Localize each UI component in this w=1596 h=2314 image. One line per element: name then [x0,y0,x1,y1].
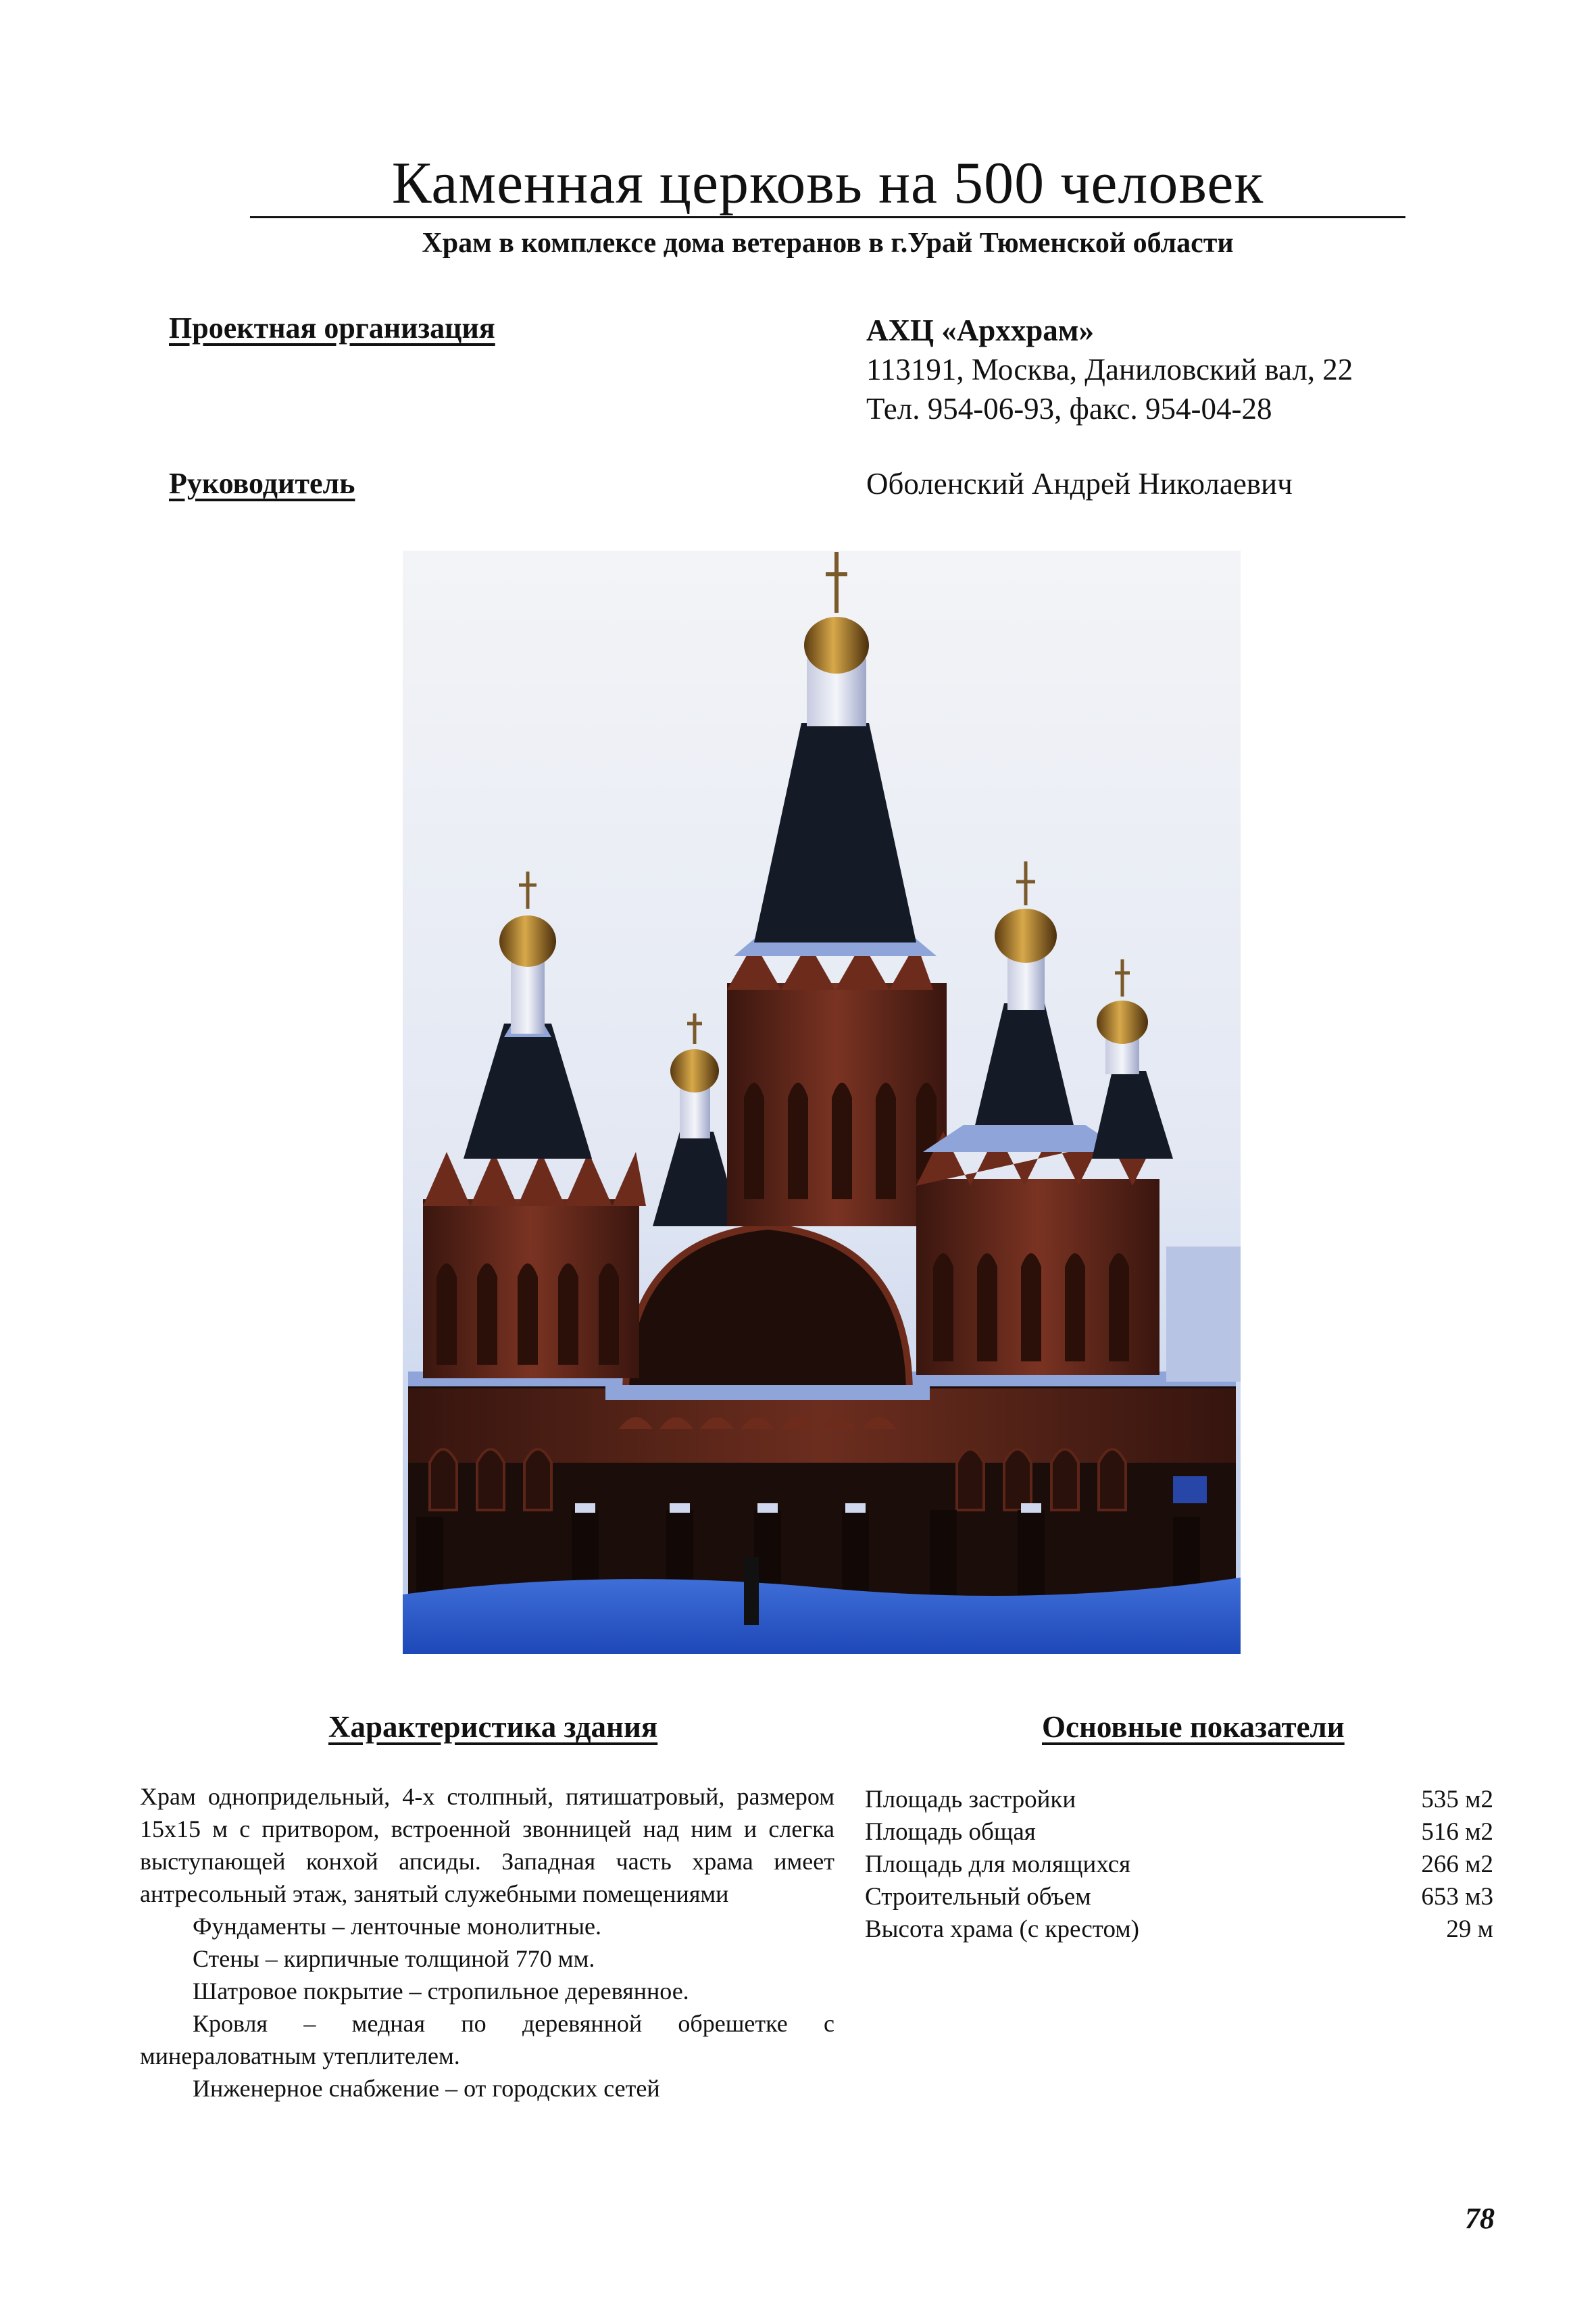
characteristics-paragraph: Кровля – медная по деревянной обрешетке с минераловатным утеплителем. [140,2010,834,2069]
characteristics-paragraph: Стены – кирпичные толщиной 770 мм. [193,1945,595,1972]
indicator-row [865,1784,1493,1816]
characteristics-text [140,1780,834,2105]
project-org-label: Проектная организация [169,311,495,345]
characteristics-title: Характеристика здания [328,1710,658,1744]
indicator-label: Площадь общая [865,1818,1036,1846]
indicator-row [865,1816,1493,1848]
indicator-value: 266 м2 [1421,1851,1493,1878]
characteristics-paragraph: Инженерное снабжение – от городских сетей [193,2075,660,2102]
indicators-title: Основные показатели [1042,1710,1345,1744]
indicator-value: 29 м [1446,1915,1493,1943]
title-underline [250,216,1405,218]
indicators-table [865,1784,1493,1946]
title-area [250,150,1405,218]
characteristics-paragraph: Храм однопридельный, 4-х столпный, пятишатровый, размером 15х15 м с притвором, встроенной звонницей над ним и слегка выступающей конхой апсиды. Западная часть храма имеет антресольный этаж, занятый служебными помещениями [140,1783,834,1907]
indicator-row [865,1848,1493,1881]
project-org-block [866,311,1353,428]
leader-name: Оболенский Андрей Николаевич [866,467,1293,501]
church-photo [403,551,1241,1654]
page-title: Каменная церковь на 500 человек [391,151,1264,216]
indicator-label: Площадь застройки [865,1786,1076,1813]
indicator-label: Высота храма (с крестом) [865,1915,1139,1943]
indicator-label: Строительный объем [865,1883,1091,1911]
project-org-name: АХЦ «Архxрам» [866,313,1094,347]
leader-label: Руководитель [169,467,355,500]
indicator-value: 516 м2 [1421,1818,1493,1846]
project-org-address: 113191, Москва, Даниловский вал, 22 [866,353,1353,386]
indicator-row [865,1881,1493,1913]
indicator-value: 535 м2 [1421,1786,1493,1813]
indicator-label: Площадь для молящихся [865,1851,1131,1878]
characteristics-paragraph: Шатровое покрытие – стропильное деревянное. [193,1978,689,2005]
indicator-row [865,1913,1493,1946]
characteristics-paragraph: Фундаменты – ленточные монолитные. [193,1913,601,1940]
project-org-phone: Тел. 954-06-93, факс. 954-04-28 [866,392,1272,426]
page-number: 78 [1465,2202,1495,2235]
page-subtitle: Храм в комплексе дома ветеранов в г.Урай Тюменской области [422,228,1234,259]
indicator-value: 653 м3 [1421,1883,1493,1911]
